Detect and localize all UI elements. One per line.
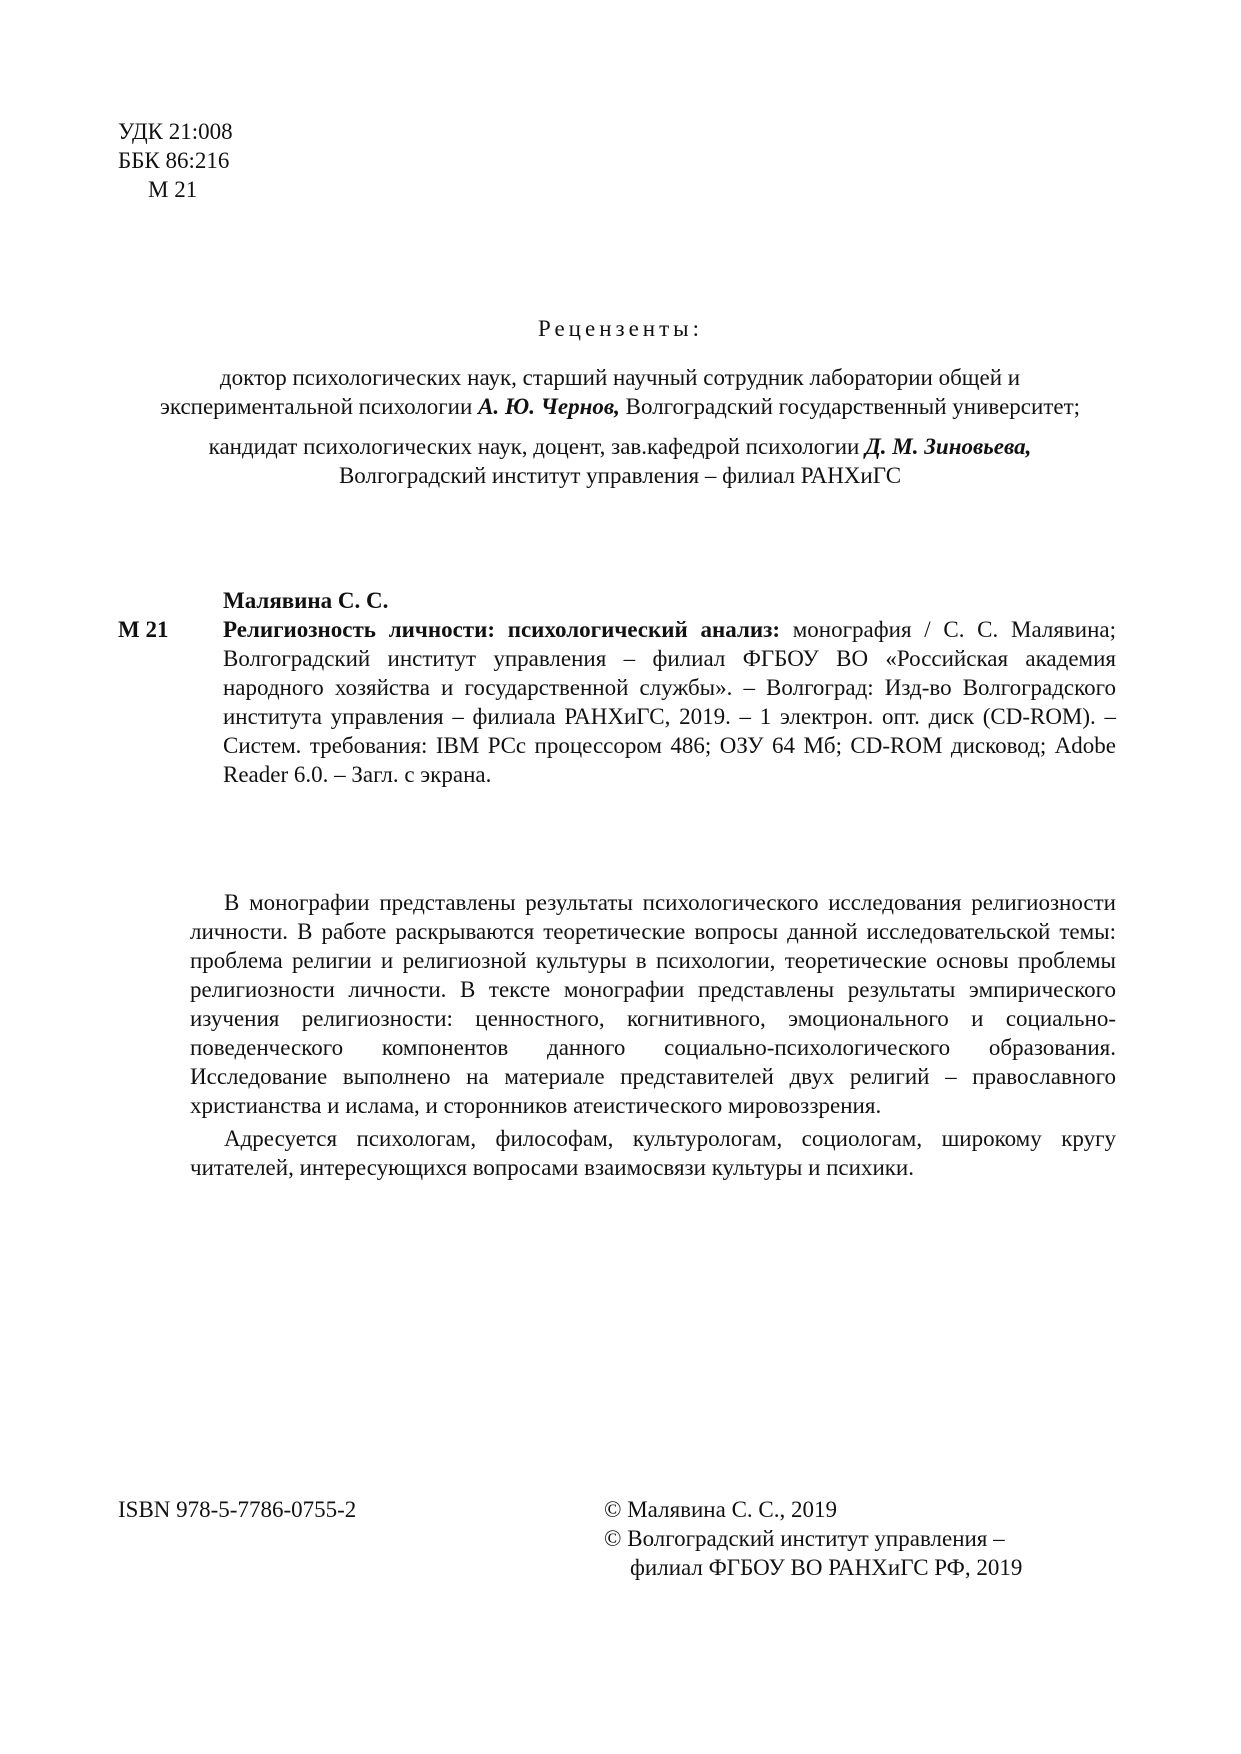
abstract-paragraph-1: В монографии представлены результаты психологического исследования религиозности личности. В работе раскрываются теоретические вопросы данной исследовательской темы: проблема религии и религиозной культуры в психологии, теоретические основы проблемы религиозности личности. В тексте монографии представлены результаты эмпирического изучения религиозности: ценностного, когнитивного, эмоционального и социально-поведенческого компонентов данного социально-психологического образования. Исследование выполнено на материале представителей двух религий – православного христианства и ислама, и сторонников атеистического мировоззрения. <box>190 890 1116 1118</box>
reviewer-2-affiliation: Волгоградский институт управления – филиал РАНХиГС <box>338 463 902 488</box>
book-details: монография / С. С. Малявина; Волгоградский институт управления – филиал ФГБОУ ВО «Российская академия народного хозяйства и государственной службы». – Волгоград: Изд-во Волгоградского института управления – филиала РАНХиГС, 2019. – 1 электрон. опт. диск (CD-ROM). – Систем. требования: IBM PCс процессором 486; ОЗУ 64 Мб; CD-ROM дисковод; Adobe Reader 6.0. – Загл. с экрана. <box>223 617 1116 787</box>
bbk-code: ББК 86:216 <box>118 148 230 173</box>
reviewer-1 <box>130 363 1110 421</box>
isbn: ISBN 978-5-7786-0755-2 <box>118 1497 357 1522</box>
book-title: Религиозность личности: психологический анализ: <box>223 617 781 642</box>
copyright-publisher-continued: филиал ФГБОУ ВО РАНХиГС РФ, 2019 <box>630 1555 1023 1580</box>
reviewer-2 <box>130 432 1110 490</box>
bibliography-author: Малявина С. С. <box>223 588 389 613</box>
reviewer-1-name: А. Ю. Чернов, <box>478 394 620 419</box>
bibliography-entry <box>223 615 1116 789</box>
copyright-publisher: © Волгоградский институт управления – <box>604 1526 1005 1551</box>
classification-codes <box>118 117 233 204</box>
bibliography-sign: М 21 <box>118 617 169 642</box>
reviewer-1-affiliation: Волгоградский государственный университет; <box>619 394 1081 419</box>
reviewer-2-credentials: кандидат психологических наук, доцент, зав.кафедрой психологии <box>208 434 866 459</box>
reviewer-1-credentials: доктор психологических наук, старший научный сотрудник лаборатории общей и экспериментальной психологии <box>159 365 1021 419</box>
reviewer-2-name: Д. М. Зиновьева, <box>865 434 1032 459</box>
copyright-author: © Малявина С. С., 2019 <box>604 1497 838 1522</box>
abstract <box>190 888 1116 1182</box>
udk-code: УДК 21:008 <box>118 119 233 144</box>
abstract-paragraph-2: Адресуется психологам, философам, культурологам, социологам, широкому кругу читателей, интересующихся вопросами взаимосвязи культуры и психики. <box>190 1126 1116 1180</box>
reviewers-heading: Рецензенты: <box>537 316 704 341</box>
copyright-block <box>604 1495 1022 1582</box>
author-sign: М 21 <box>148 177 198 202</box>
